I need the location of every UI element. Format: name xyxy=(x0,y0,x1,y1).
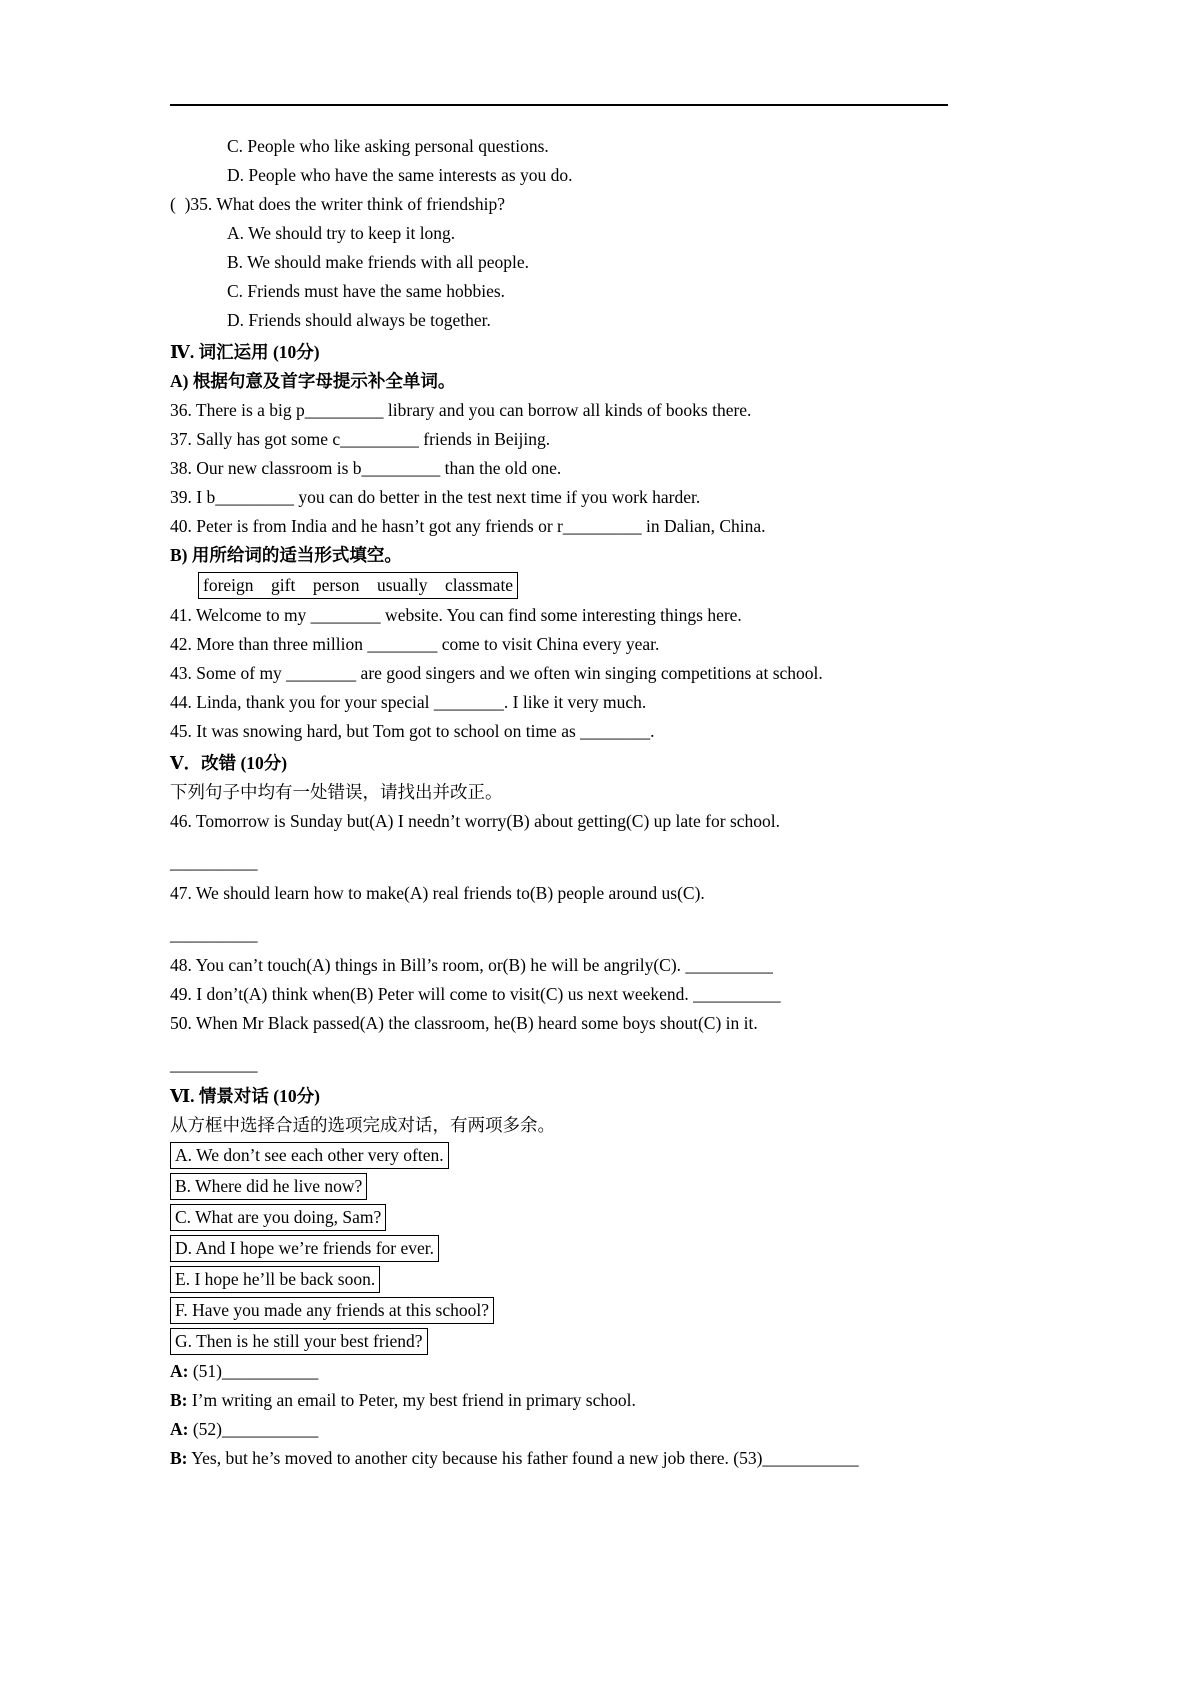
dialogue-line-52 xyxy=(170,1415,948,1444)
text: 42. More than three million ________ come to visit China every year. xyxy=(170,634,660,654)
text: B. Where did he live now? xyxy=(175,1176,363,1196)
item-50 xyxy=(170,1009,948,1038)
text: A) 根据句意及首字母提示补全单词。 xyxy=(170,371,456,391)
text: 44. Linda, thank you for your special ________. I like it very much. xyxy=(170,692,647,712)
text: D. Friends should always be together. xyxy=(227,310,491,330)
text: 37. Sally has got some c_________ friends in Beijing. xyxy=(170,429,551,449)
text: 39. I b_________ you can do better in the test next time if you work harder. xyxy=(170,487,701,507)
text: Ⅵ. 情景对话 (10分) xyxy=(170,1086,320,1106)
text: 49. I don’t(A) think when(B) Peter will come to visit(C) us next weekend. __________ xyxy=(170,984,781,1004)
part-b-heading xyxy=(170,541,948,570)
word-bank xyxy=(170,570,948,601)
option-35b xyxy=(170,248,948,277)
dialogue-line-b1 xyxy=(170,1386,948,1415)
dialogue-option-e xyxy=(170,1264,948,1295)
text: Ⅴ．改错 (10分) xyxy=(170,753,288,773)
dialogue-line-b2 xyxy=(170,1444,948,1473)
section-6-heading xyxy=(170,1082,948,1111)
dialogue-option-g xyxy=(170,1326,948,1357)
dialogue-option-c xyxy=(170,1202,948,1233)
answer-blank-47 xyxy=(170,920,948,949)
item-37 xyxy=(170,425,948,454)
dialogue-option-a-box xyxy=(170,1142,449,1169)
dialogue-option-b xyxy=(170,1171,948,1202)
text: C. People who like asking personal questions. xyxy=(227,136,549,156)
dialogue-option-a xyxy=(170,1140,948,1171)
item-36 xyxy=(170,396,948,425)
option-34c xyxy=(170,132,948,161)
section-6-instruction xyxy=(170,1111,948,1140)
part-a-heading xyxy=(170,367,948,396)
option-35c xyxy=(170,277,948,306)
text: 46. Tomorrow is Sunday but(A) I needn’t worry(B) about getting(C) up late for school. xyxy=(170,811,781,831)
dialogue-option-f-box xyxy=(170,1297,494,1324)
document-lines xyxy=(170,132,948,1473)
item-42 xyxy=(170,630,948,659)
text: ( )35. What does the writer think of friendship? xyxy=(170,194,506,214)
item-44 xyxy=(170,688,948,717)
page-top-rule xyxy=(170,104,948,106)
text: __________ xyxy=(170,924,258,944)
section-4-heading xyxy=(170,338,948,367)
bold-text: B: xyxy=(170,1390,188,1410)
text: 从方框中选择合适的选项完成对话，有两项多余。 xyxy=(170,1115,555,1135)
text: G. Then is he still your best friend? xyxy=(175,1331,423,1351)
option-35a xyxy=(170,219,948,248)
text: C. Friends must have the same hobbies. xyxy=(227,281,506,301)
option-35d xyxy=(170,306,948,335)
answer-blank-46 xyxy=(170,848,948,877)
item-41 xyxy=(170,601,948,630)
item-40 xyxy=(170,512,948,541)
text: __________ xyxy=(170,1054,258,1074)
text: B. We should make friends with all people. xyxy=(227,252,530,272)
item-43 xyxy=(170,659,948,688)
text: 43. Some of my ________ are good singers and we often win singing competitions at school. xyxy=(170,663,823,683)
text: D. People who have the same interests as you do. xyxy=(227,165,573,185)
answer-blank-50 xyxy=(170,1050,948,1079)
text: (51)___________ xyxy=(188,1361,319,1381)
question-35 xyxy=(170,190,948,219)
item-46 xyxy=(170,807,948,836)
text: 40. Peter is from India and he hasn’t got any friends or r_________ in Dalian, China. xyxy=(170,516,766,536)
text: (52)___________ xyxy=(188,1419,319,1439)
text: 下列句子中均有一处错误，请找出并改正。 xyxy=(170,782,503,802)
text: Ⅳ. 词汇运用 (10分) xyxy=(170,342,320,362)
text: 47. We should learn how to make(A) real friends to(B) people around us(C). xyxy=(170,883,705,903)
item-47 xyxy=(170,879,948,908)
text: E. I hope he’ll be back soon. xyxy=(175,1269,376,1289)
dialogue-line-51 xyxy=(170,1357,948,1386)
text: 50. When Mr Black passed(A) the classroom, he(B) heard some boys shout(C) in it. xyxy=(170,1013,758,1033)
dialogue-option-d xyxy=(170,1233,948,1264)
text: 36. There is a big p_________ library and you can borrow all kinds of books there. xyxy=(170,400,752,420)
dialogue-option-d-box xyxy=(170,1235,439,1262)
text: A. We should try to keep it long. xyxy=(227,223,456,243)
text: A. We don’t see each other very often. xyxy=(175,1145,444,1165)
page-content xyxy=(170,104,948,1473)
text: C. What are you doing, Sam? xyxy=(175,1207,382,1227)
bold-text: A: xyxy=(170,1361,189,1381)
item-45 xyxy=(170,717,948,746)
section-5-heading xyxy=(170,749,948,778)
text: F. Have you made any friends at this school? xyxy=(175,1300,490,1320)
text: 45. It was snowing hard, but Tom got to school on time as ________. xyxy=(170,721,655,741)
dialogue-option-b-box xyxy=(170,1173,367,1200)
text: __________ xyxy=(170,852,258,872)
text: 48. You can’t touch(A) things in Bill’s room, or(B) he will be angrily(C). __________ xyxy=(170,955,773,975)
dialogue-option-c-box xyxy=(170,1204,386,1231)
dialogue-option-e-box xyxy=(170,1266,380,1293)
option-34d xyxy=(170,161,948,190)
item-38 xyxy=(170,454,948,483)
item-49 xyxy=(170,980,948,1009)
item-48 xyxy=(170,951,948,980)
bold-text: B: xyxy=(170,1448,188,1468)
text: 41. Welcome to my ________ website. You can find some interesting things here. xyxy=(170,605,742,625)
word-bank-box xyxy=(198,572,518,599)
text: 38. Our new classroom is b_________ than the old one. xyxy=(170,458,562,478)
text: B) 用所给词的适当形式填空。 xyxy=(170,545,402,565)
dialogue-option-g-box xyxy=(170,1328,428,1355)
bold-text: A: xyxy=(170,1419,189,1439)
item-39 xyxy=(170,483,948,512)
text: I’m writing an email to Peter, my best friend in primary school. xyxy=(187,1390,636,1410)
dialogue-option-f xyxy=(170,1295,948,1326)
text: Yes, but he’s moved to another city because his father found a new job there. (53)___________ xyxy=(187,1448,859,1468)
text: foreign gift person usually classmate xyxy=(203,575,514,595)
section-5-instruction xyxy=(170,778,948,807)
text: D. And I hope we’re friends for ever. xyxy=(175,1238,435,1258)
